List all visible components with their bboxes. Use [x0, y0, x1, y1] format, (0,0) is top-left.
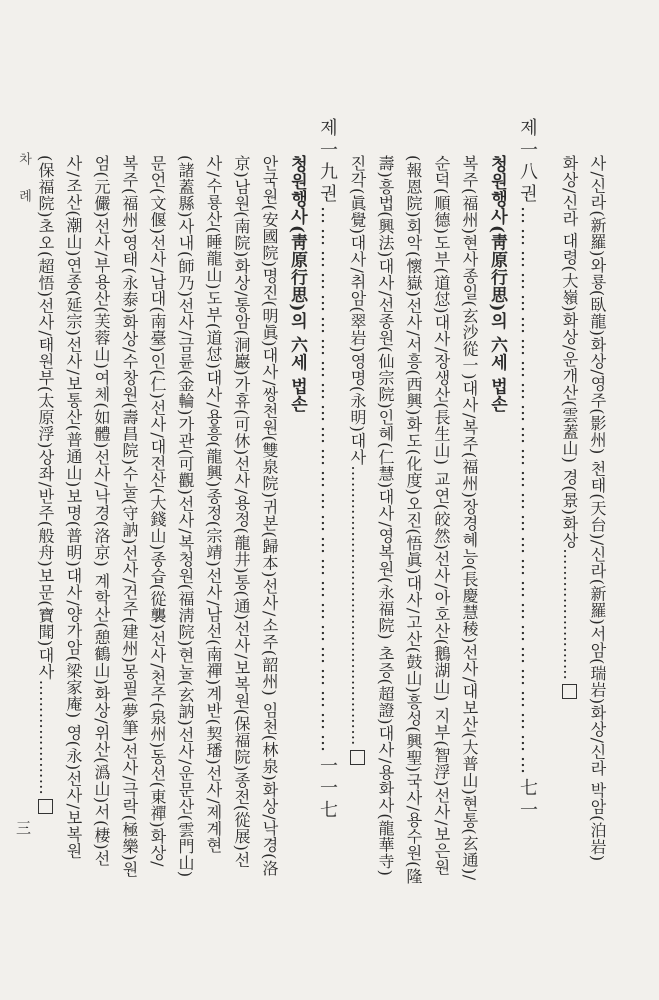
text-column	[344, 155, 370, 765]
column-text: 壽)흥법(興法)대사/선종원(仙宗院)인혜(仁慧)대사/영복원(永福院) 초증(超證)대사/용화사(龍華寺)	[376, 155, 395, 877]
column-text: 엄(元儼)선사/부용산(芙蓉山)여체(如體)선사/낙경(洛京) 계학산(憩鶴山)화상/위산(潙山)서(棲)선	[92, 155, 111, 867]
text-column	[60, 155, 86, 859]
column-text: 사/신라(新羅)와룡(臥龍)화상/영주(影州) 천태(天台)/신라(新羅)서암(瑞岩)화상/신라 박암(泊岩)	[588, 155, 607, 862]
column-text: (諸蓋縣)사내(師乃)선사/금륜(金輪)가관(可觀)선사/복청원(福淸院)현눌(玄訥)선사/운문산(雲門山)	[176, 155, 195, 878]
column-text: (保福院)초오(超悟)선사/태원부(太原浮)상좌/반주(般舟)보문(寶聞)대사…………………	[36, 155, 55, 796]
column-text: 사/조산(潮山)연종(延宗)선사/보통산(普通山)보명(普明)대사/양가암(梁家庵) 영(永)선사/보복원	[64, 155, 83, 860]
column-text: 청원행사(靑原行思)의 六세 법손	[487, 155, 507, 413]
column-text: 문언(文偃)선사/남대(南臺)인(仁)선사/대전산(大錢山)종습(從襲)선사/천주(泉州)동선(東禪)화상/	[148, 155, 167, 867]
text-column	[88, 155, 114, 867]
column-text: 복주(福州)영태(永泰)화상/수창원(壽昌院)수눌(守訥)선사/건주(建州)몽필(夢筆)선사/극락(極樂)원	[120, 155, 139, 878]
section-heading	[284, 155, 310, 412]
text-column	[228, 155, 254, 868]
chapter-heading	[514, 118, 540, 822]
text-column	[116, 155, 142, 878]
box-mark-icon	[562, 684, 577, 699]
text-column	[584, 155, 610, 862]
text-column	[144, 155, 170, 867]
column-text: 청원행사(靑原行思)의 六세 법손	[287, 155, 307, 413]
column-text: 진각(眞覺)대사/취암(翠岩)영명(永明)대사……………………………………………	[348, 155, 367, 746]
text-column	[172, 155, 198, 878]
box-mark-icon	[38, 799, 53, 814]
column-text: 제一八권……………………………………………………………………七一	[517, 118, 538, 822]
column-text: 순덕(順德)도부(道怤)대사/장생산(長生山) 교연(皎然)선사/아호산(鵝湖山) 지부(智浮)선사/보은원	[432, 155, 451, 876]
section-heading	[484, 155, 510, 412]
text-column	[256, 155, 282, 876]
text-column	[32, 155, 58, 814]
text-column	[200, 155, 226, 853]
box-mark-icon	[350, 750, 365, 765]
text-column	[556, 155, 582, 699]
column-text: 사/수룡산(睡龍山)도부(道怤)대사/용흥(龍興)종정(宗靖)선사/남선(南禪)계반(契璠)선사/제계현	[204, 155, 223, 854]
page-number: 三	[14, 820, 32, 836]
text-column	[428, 155, 454, 875]
column-text: 화상/신라 대령(大嶺)화상/운개산(雲蓋山) 경(景)화상……………………	[560, 155, 579, 681]
text-column	[400, 155, 426, 884]
column-text: 안국원(安國院)명진(明眞)대사/쌍천원(雙泉院)귀본(歸本)선사/소주(韶州) 임천(林泉)화상/낙경(洛	[260, 155, 279, 877]
column-text: 제一九권…………………………………………………………………一一七	[317, 118, 338, 822]
text-column	[372, 155, 398, 876]
column-text: (報恩院)회악(懷嶽)선사/서흥(西興)화도(化度)오진(悟眞)대사/고산(鼓山)흥성(興聖)국사/용수원(隆	[404, 155, 423, 885]
column-text: 京)남원(南院)화상/통암(洞巖)가휴(可休)선사/용정(龍井)통(通)선사/보복원(保福院)종전(從展)선	[232, 155, 251, 868]
chapter-heading	[314, 118, 340, 822]
side-label: 차 례	[16, 152, 31, 213]
text-column	[456, 155, 482, 881]
column-text: 복주(福州)현사종일(玄沙從一)대사/복주(福州)장경혜능(長慶慧稜)선사/대보산(大普山)현통(玄通)/	[460, 155, 479, 881]
